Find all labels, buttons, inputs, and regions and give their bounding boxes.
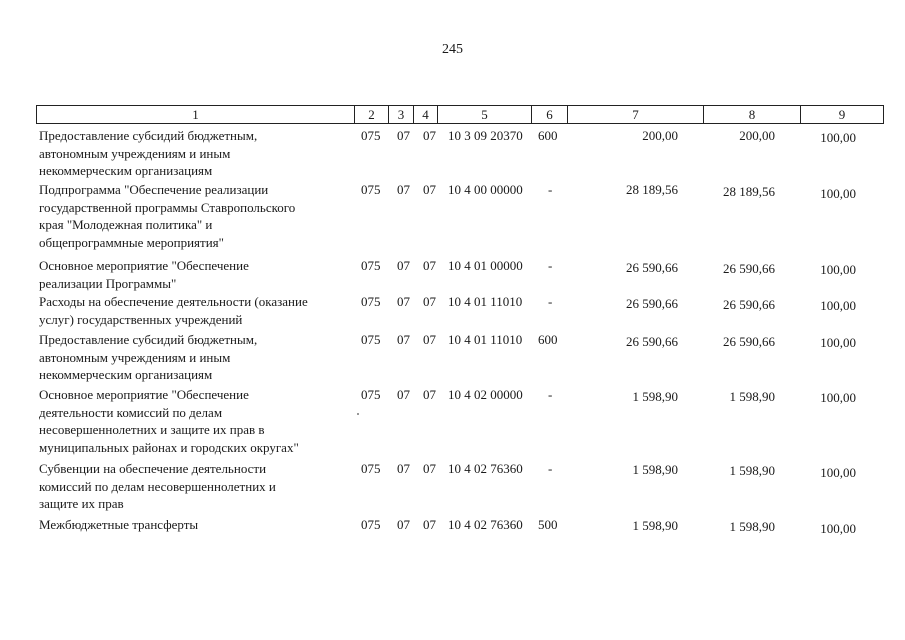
row-plan-amount: 200,00 (642, 128, 678, 143)
row-code: 075 (361, 294, 381, 309)
row-name: Предоставление субсидий бюджетным, автономным учреждениям и иным некоммерческим организациям (39, 332, 258, 383)
row-section: 07 (397, 387, 410, 402)
row-expense-type: - (548, 258, 553, 273)
row-code: 075 (361, 387, 381, 402)
row-fact-amount: 26 590,66 (723, 261, 775, 276)
row-section: 07 (397, 182, 410, 197)
row-section: 07 (397, 294, 410, 309)
row-name: Основное мероприятие "Обеспечение деятельности комиссий по делам несовершеннолетних и защите их прав в муниципальных районах и городских округах" (39, 387, 299, 455)
row-name: Расходы на обеспечение деятельности (оказание услуг) государственных учреждений (39, 294, 308, 327)
row-section: 07 (397, 258, 410, 273)
row-subsection: 07 (423, 332, 436, 347)
row-percent: 100,00 (820, 465, 856, 480)
row-name: Подпрограмма "Обеспечение реализации государственной программы Ставропольского края "Молодежная политика" и общепрограммные мероприятия" (39, 182, 296, 250)
row-target-article: 10 4 01 11010 (448, 332, 523, 347)
header-col-6: 6 (532, 106, 568, 124)
row-subsection: 07 (423, 258, 436, 273)
header-col-4: 4 (414, 106, 438, 124)
header-col-3: 3 (389, 106, 414, 124)
row-expense-type: 600 (538, 332, 558, 347)
row-subsection: 07 (423, 517, 436, 532)
header-col-9: 9 (801, 106, 884, 124)
row-code: 075 (361, 461, 381, 476)
row-fact-amount: 200,00 (739, 128, 775, 143)
row-plan-amount: 1 598,90 (632, 462, 678, 477)
row-subsection: 07 (423, 387, 436, 402)
header-col-8: 8 (704, 106, 801, 124)
row-name: Межбюджетные трансферты (39, 517, 199, 532)
row-name: Предоставление субсидий бюджетным, автономным учреждениям и иным некоммерческим организациям (39, 128, 258, 179)
row-plan-amount: 26 590,66 (626, 334, 678, 349)
row-target-article: 10 4 02 76360 (448, 517, 523, 532)
row-fact-amount: 1 598,90 (729, 519, 775, 534)
row-plan-amount: 26 590,66 (626, 260, 678, 275)
row-fact-amount: 26 590,66 (723, 334, 775, 349)
row-target-article: 10 4 01 11010 (448, 294, 523, 309)
row-expense-type: - (548, 461, 553, 476)
row-plan-amount: 28 189,56 (626, 182, 678, 197)
row-code: 075 (361, 182, 381, 197)
header-col-5: 5 (438, 106, 532, 124)
row-fact-amount: 26 590,66 (723, 297, 775, 312)
row-subsection: 07 (423, 294, 436, 309)
row-code: 075 (361, 128, 381, 143)
header-col-7: 7 (568, 106, 704, 124)
row-plan-amount: 26 590,66 (626, 296, 678, 311)
row-target-article: 10 4 02 00000 (448, 387, 523, 402)
row-target-article: 10 4 02 76360 (448, 461, 523, 476)
row-section: 07 (397, 128, 410, 143)
row-code: 075 (361, 332, 381, 347)
row-subsection: 07 (423, 461, 436, 476)
row-expense-type: - (548, 387, 553, 402)
scan-speck (357, 413, 359, 415)
row-name: Основное мероприятие "Обеспечение реализации Программы" (39, 258, 249, 291)
row-name: Субвенции на обеспечение деятельности комиссий по делам несовершеннолетних и защите их прав (39, 461, 276, 512)
row-expense-type: 600 (538, 128, 558, 143)
row-percent: 100,00 (820, 186, 856, 201)
row-target-article: 10 4 00 00000 (448, 182, 523, 197)
row-expense-type: - (548, 182, 553, 197)
row-percent: 100,00 (820, 262, 856, 277)
page-number: 245 (442, 42, 463, 57)
row-section: 07 (397, 517, 410, 532)
row-expense-type: 500 (538, 517, 558, 532)
row-percent: 100,00 (820, 390, 856, 405)
row-fact-amount: 1 598,90 (729, 389, 775, 404)
row-section: 07 (397, 461, 410, 476)
row-code: 075 (361, 517, 381, 532)
row-code: 075 (361, 258, 381, 273)
row-target-article: 10 3 09 20370 (448, 128, 523, 143)
row-subsection: 07 (423, 128, 436, 143)
row-section: 07 (397, 332, 410, 347)
row-percent: 100,00 (820, 130, 856, 145)
row-expense-type: - (548, 294, 553, 309)
row-plan-amount: 1 598,90 (632, 518, 678, 533)
row-fact-amount: 28 189,56 (723, 184, 775, 199)
row-plan-amount: 1 598,90 (632, 389, 678, 404)
row-target-article: 10 4 01 00000 (448, 258, 523, 273)
header-col-2: 2 (355, 106, 389, 124)
row-fact-amount: 1 598,90 (729, 463, 775, 478)
row-subsection: 07 (423, 182, 436, 197)
row-percent: 100,00 (820, 335, 856, 350)
row-percent: 100,00 (820, 521, 856, 536)
row-percent: 100,00 (820, 298, 856, 313)
header-col-1: 1 (37, 106, 355, 124)
